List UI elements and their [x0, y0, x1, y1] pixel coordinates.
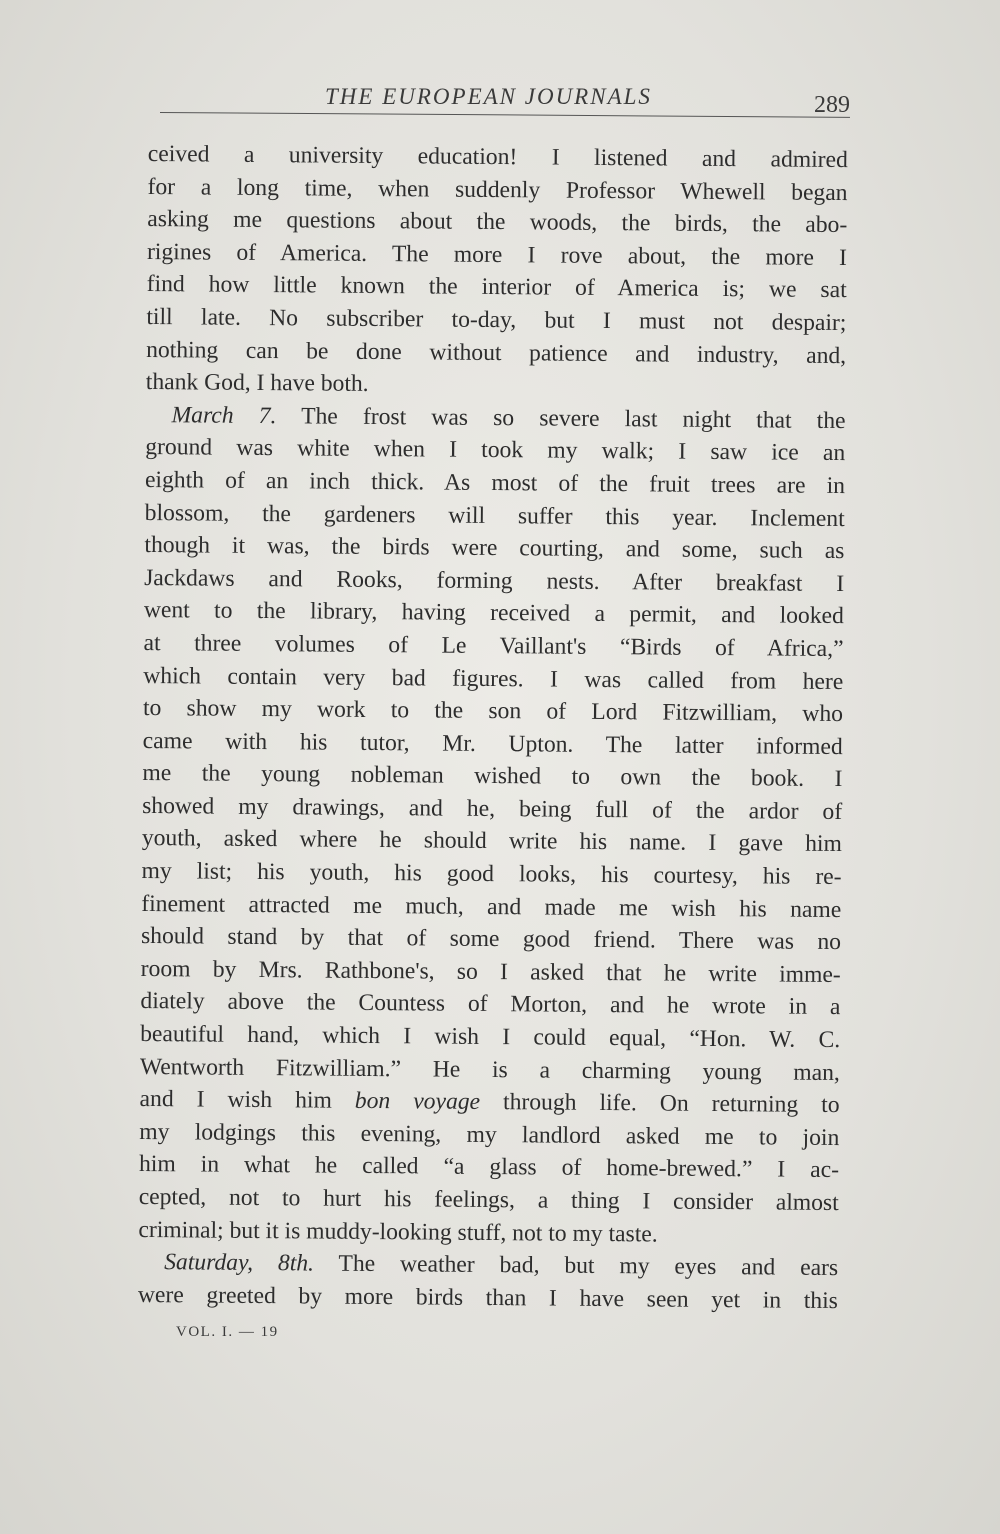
text-fragment: The weather bad, but my eyes and ears	[338, 1250, 839, 1282]
text-line: went to the library, having received a permit, and looked	[143, 597, 844, 630]
text-line: thank God, I have both.	[145, 369, 369, 398]
signature-mark: VOL. I. — 19	[176, 1324, 279, 1340]
text-line: my lodgings this evening, my landlord asked me to join	[139, 1118, 840, 1151]
text-line: though it was, the birds were courting, and some, such as	[144, 532, 845, 565]
text-line: for a long time, when suddenly Professor Whewell began	[147, 173, 848, 206]
italic-phrase: bon voyage	[354, 1088, 481, 1116]
text-fragment: and I wish him	[139, 1086, 332, 1114]
text-line: beautiful hand, which I wish I could equal, “Hon. W. C.	[140, 1020, 841, 1054]
text-line: should stand by that of some good friend. There was no	[140, 923, 842, 956]
text-line: my list; his youth, his good looks, his courtesy, his re-	[141, 858, 842, 891]
text-line: him in what he called “a glass of home-brewed.” I ac-	[138, 1151, 840, 1184]
page-header	[160, 84, 850, 124]
text-line: cepted, not to hurt his feelings, a thing I consider almost	[138, 1183, 839, 1217]
text-line: finement attracted me much, and made me wish his name	[141, 890, 842, 923]
text-line: ceived a university education! I listened and admired	[147, 140, 848, 174]
text-fragment: through life. On returning to	[502, 1089, 840, 1119]
text-line: to show my work to the son of Lord Fitzwilliam, who	[142, 695, 844, 728]
text-line: eighth of an inch thick. As most of the fruit trees are in	[144, 466, 846, 500]
text-line: were greeted by more birds than I have seen yet in this	[137, 1281, 838, 1314]
text-line: nothing can be done without patience and industry, and,	[146, 336, 847, 369]
text-line: ground was white when I took my walk; I saw ice an	[145, 434, 846, 467]
text-line: diately above the Countess of Morton, and he wrote in a	[140, 988, 841, 1021]
text-line: came with his tutor, Mr. Upton. The latter informed	[142, 727, 843, 760]
header-rule	[160, 112, 850, 118]
text-line: criminal; but it is muddy-looking stuff, not to my taste.	[138, 1216, 658, 1248]
text-line: showed my drawings, and he, being full of the ardor of	[142, 792, 843, 825]
text-line: Jackdaws and Rooks, forming nests. After breakfast I	[144, 564, 845, 597]
text-line: rigines of America. The more I rove about, the more I	[146, 238, 848, 271]
running-title: THE EUROPEAN JOURNALS	[325, 84, 652, 109]
text-line: Wentworth Fitzwilliam.” He is a charming young man,	[139, 1053, 840, 1086]
text-line: till late. No subscriber to-day, but I must not despair;	[146, 303, 847, 337]
text-line: me the young nobleman wished to own the book. I	[142, 760, 843, 793]
entry-date: Saturday, 8th.	[164, 1249, 315, 1277]
text-line: at three volumes of Le Vaillant's “Birds of Africa,”	[143, 629, 844, 662]
body-text	[138, 138, 848, 1317]
text-line: asking me questions about the woods, the birds, the abo-	[147, 206, 848, 239]
text-fragment: The frost was so severe last night that the	[301, 403, 846, 434]
text-line: blossom, the gardeners will suffer this year. Inclement	[144, 499, 845, 532]
page-number: 289	[814, 92, 850, 118]
entry-date: March 7.	[171, 401, 277, 429]
text-line: find how little known the interior of America is; we sat	[146, 271, 847, 304]
text-line: youth, asked where he should write his name. I gave him	[141, 825, 842, 858]
text-line: which contain very bad figures. I was called from here	[143, 662, 844, 695]
text-line: room by Mrs. Rathbone's, so I asked that he write imme-	[140, 955, 841, 988]
